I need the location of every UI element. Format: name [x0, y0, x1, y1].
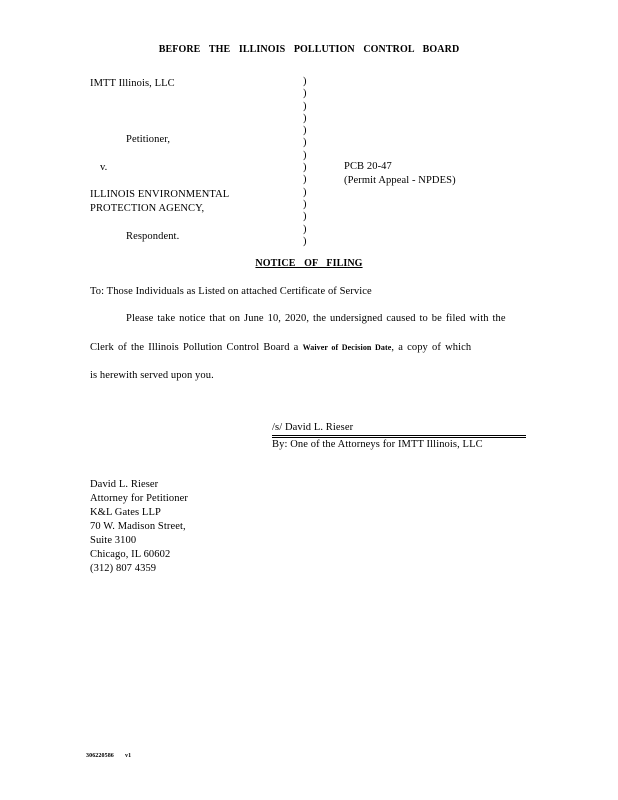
attorney-name: David L. Rieser	[90, 479, 159, 490]
paren: )	[303, 211, 307, 223]
notice-paragraph-line3: is herewith served upon you.	[90, 370, 214, 381]
paren: )	[303, 235, 307, 247]
attorney-role: Attorney for Petitioner	[90, 493, 188, 504]
petitioner-role: Petitioner,	[126, 134, 171, 145]
attorney-city: Chicago, IL 60602	[90, 549, 171, 560]
footer-version: v1	[125, 753, 132, 759]
caption-parentheses	[303, 76, 307, 248]
paren: )	[303, 162, 307, 174]
to-line: To: Those Individuals as Listed on attached Certificate of Service	[90, 286, 372, 297]
respondent-role: Respondent.	[126, 231, 180, 242]
attorney-street: 70 W. Madison Street,	[90, 521, 186, 532]
notice-paragraph-line2	[90, 342, 471, 353]
footer-doc-id: 306220586	[86, 753, 114, 759]
paragraph-text: , a copy of which	[391, 342, 472, 353]
filed-document-title: Waiver of Decision Date	[302, 343, 392, 352]
paren: )	[303, 174, 307, 186]
signature-text: /s/ David L. Rieser	[272, 422, 354, 433]
respondent-name-line2: PROTECTION AGENCY,	[90, 203, 205, 214]
attorney-suite: Suite 3100	[90, 535, 137, 546]
paren: )	[303, 198, 307, 210]
paren: )	[303, 137, 307, 149]
versus-label: v.	[100, 162, 108, 173]
paren: )	[303, 125, 307, 137]
respondent-name-line1: ILLINOIS ENVIRONMENTAL	[90, 189, 230, 200]
notice-title: NOTICE OF FILING	[255, 258, 363, 269]
attorney-firm: K&L Gates LLP	[90, 507, 161, 518]
case-type: (Permit Appeal - NPDES)	[344, 175, 456, 186]
paren: )	[303, 88, 307, 100]
paren: )	[303, 149, 307, 161]
paren: )	[303, 100, 307, 112]
board-title: BEFORE THE ILLINOIS POLLUTION CONTROL BOARD	[158, 44, 460, 55]
paren: )	[303, 112, 307, 124]
paragraph-text: Clerk of the Illinois Pollution Control Board a	[90, 342, 299, 353]
paren: )	[303, 186, 307, 198]
notice-paragraph-line1: Please take notice that on June 10, 2020, the undersigned caused to be filed with the	[126, 313, 506, 324]
case-number: PCB 20-47	[344, 161, 392, 172]
attorney-phone: (312) 807 4359	[90, 563, 157, 574]
paren: )	[303, 223, 307, 235]
signature-by-line: By: One of the Attorneys for IMTT Illinois, LLC	[272, 437, 526, 450]
petitioner-name: IMTT Illinois, LLC	[90, 78, 175, 89]
signature-line	[272, 422, 526, 436]
paren: )	[303, 76, 307, 87]
attorney-block	[90, 478, 188, 576]
